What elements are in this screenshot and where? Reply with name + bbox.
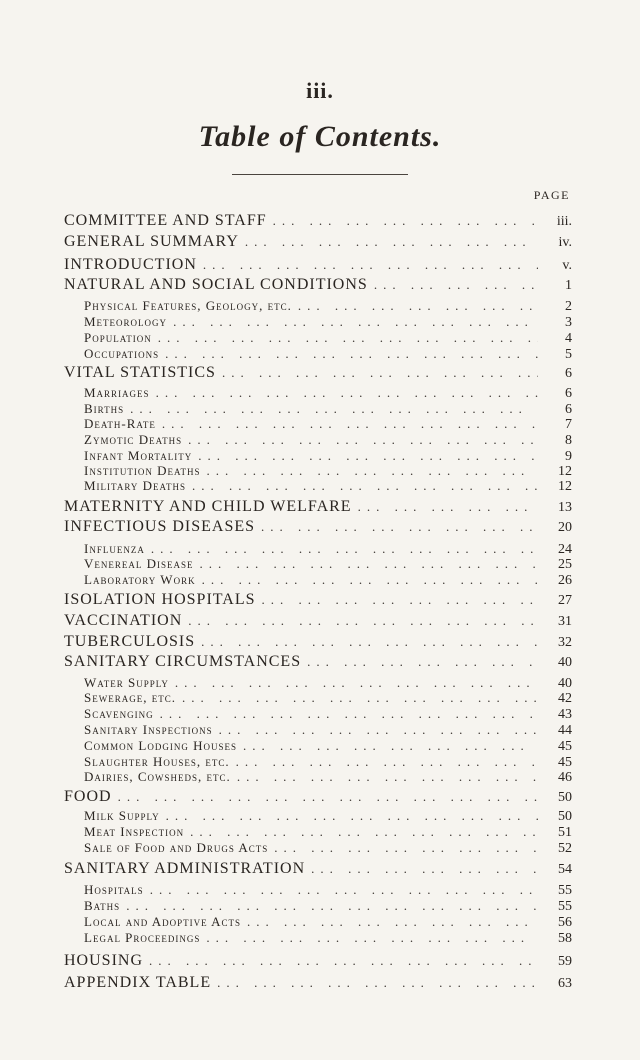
leader-dots: [230, 754, 538, 770]
leader-dots: [143, 953, 538, 969]
toc-entry-label: INFECTIOUS DISEASES: [64, 518, 256, 535]
toc-entry-page: 32: [558, 635, 572, 650]
toc-entry-label: Hospitals: [84, 882, 144, 897]
toc-entry-label: Occupations: [84, 346, 160, 361]
toc-entry-label: MATERNITY AND CHILD WELFARE: [64, 498, 352, 515]
toc-entry: [64, 212, 572, 230]
leader-dots: [241, 914, 538, 930]
toc-entry-label: GENERAL SUMMARY: [64, 233, 239, 250]
toc-entry-page: 54: [558, 862, 572, 877]
toc-entry-page: 44: [558, 723, 572, 738]
toc-entry: [64, 952, 572, 970]
toc-entry-label: VACCINATION: [64, 612, 183, 629]
toc-entry-label: Laboratory Work: [84, 572, 196, 587]
leader-dots: [167, 314, 538, 330]
leader-dots: [176, 690, 538, 706]
leader-dots: [256, 592, 539, 608]
toc-entry-page: 8: [565, 433, 572, 448]
toc-entry-label: Death-Rate: [84, 416, 156, 431]
toc-entry-page: 9: [565, 449, 572, 464]
toc-entry-page: 42: [558, 691, 572, 706]
leader-dots: [197, 257, 538, 273]
leader-dots: [194, 556, 538, 572]
toc-entry: [64, 256, 572, 274]
toc-entry-page: 55: [558, 899, 572, 914]
toc-entry-label: ISOLATION HOSPITALS: [64, 591, 256, 608]
toc-entry-page: 59: [558, 954, 572, 969]
toc-entry-label: SANITARY CIRCUMSTANCES: [64, 653, 302, 670]
toc-entry-page: 6: [565, 402, 572, 417]
toc-entry-page: 5: [565, 347, 572, 362]
toc-entry-label: Births: [84, 401, 125, 416]
leader-dots: [237, 738, 538, 754]
leader-dots: [150, 385, 538, 401]
toc-entry-page: 6: [565, 366, 572, 381]
toc-entry-label: SANITARY ADMINISTRATION: [64, 860, 306, 877]
toc-entry-page: 43: [558, 707, 572, 722]
toc-entry: [64, 898, 572, 915]
toc-entry-label: Military Deaths: [84, 478, 186, 493]
toc-entry-label: Infant Mortality: [84, 448, 193, 463]
toc-entry: [64, 498, 572, 516]
toc-entry: [64, 478, 572, 495]
toc-entry-label: COMMITTEE AND STAFF: [64, 212, 267, 229]
toc-entry-label: Sale of Food and Drugs Acts: [84, 840, 269, 855]
toc-entry-label: Baths: [84, 898, 121, 913]
toc-entry-label: Population: [84, 330, 152, 345]
toc-entry: [64, 276, 572, 294]
leader-dots: [192, 448, 538, 464]
toc-entry-label: Zymotic Deaths: [84, 432, 183, 447]
toc-entry-page: 40: [558, 676, 572, 691]
toc-entry-page: 31: [558, 614, 572, 629]
leader-dots: [213, 722, 538, 738]
toc-entry: [64, 633, 572, 651]
toc-entry-page: v.: [562, 258, 572, 273]
toc-entry: [64, 824, 572, 841]
leader-dots: [211, 975, 538, 991]
toc-entry-page: 3: [565, 315, 572, 330]
toc-entry: [64, 591, 572, 609]
toc-entry-page: 1: [565, 278, 572, 293]
toc-entry: [64, 330, 572, 347]
page-number: iii.: [306, 78, 334, 103]
toc-entry-page: 40: [558, 655, 572, 670]
toc-entry: [64, 556, 572, 573]
leader-dots: [145, 541, 538, 557]
toc-entry: [64, 364, 572, 382]
leader-dots: [184, 824, 538, 840]
toc-entry: [64, 722, 572, 739]
toc-entry-page: 4: [565, 331, 572, 346]
toc-entry-label: Institution Deaths: [84, 463, 201, 478]
leader-dots: [301, 654, 538, 670]
toc-entry: [64, 788, 572, 806]
toc-entry: [64, 860, 572, 878]
toc-entry-label: FOOD: [64, 788, 112, 805]
toc-entry-label: Meat Inspection: [84, 824, 185, 839]
toc-entry-label: Physical Features, Geology, etc.: [84, 298, 292, 313]
toc-entry-page: 12: [558, 464, 572, 479]
toc-entry: [64, 808, 572, 825]
toc-entry-label: Local and Adoptive Acts: [84, 914, 242, 929]
leader-dots: [231, 769, 538, 785]
toc-entry-label: INTRODUCTION: [64, 256, 197, 273]
toc-entry: [64, 518, 572, 536]
toc-entry-page: 55: [558, 883, 572, 898]
toc-entry: [64, 706, 572, 723]
leader-dots: [160, 808, 538, 824]
toc-entry-label: Legal Proceedings: [84, 930, 201, 945]
toc-entry-label: Common Lodging Houses: [84, 738, 238, 753]
leader-dots: [156, 416, 538, 432]
leader-dots: [124, 401, 538, 417]
page-column-header: PAGE: [533, 188, 570, 202]
leader-dots: [120, 898, 538, 914]
toc-entry: [64, 974, 572, 992]
toc-entry-label: Scavenging: [84, 706, 154, 721]
toc-entry: [64, 385, 572, 402]
toc-entry: [64, 840, 572, 857]
leader-dots: [186, 478, 538, 494]
toc-entry-page: 24: [558, 542, 572, 557]
toc-entry-page: 51: [558, 825, 572, 840]
toc-entry-page: 50: [558, 790, 572, 805]
leader-dots: [144, 882, 538, 898]
toc-entry: [64, 233, 572, 251]
toc-entry-label: Dairies, Cowsheds, etc.: [84, 769, 231, 784]
toc-entry-label: Venereal Disease: [84, 556, 194, 571]
leader-dots: [169, 675, 538, 691]
leader-dots: [112, 789, 538, 805]
leader-dots: [305, 861, 538, 877]
toc-entry: [64, 612, 572, 630]
leader-dots: [182, 613, 538, 629]
leader-dots: [152, 330, 538, 346]
leader-dots: [216, 365, 538, 381]
toc-entry-page: 63: [558, 976, 572, 991]
toc-entry: [64, 769, 572, 786]
toc-entry-label: VITAL STATISTICS: [64, 364, 216, 381]
toc-entry-page: 20: [558, 520, 572, 535]
toc-entry-label: NATURAL AND SOCIAL CONDITIONS: [64, 276, 368, 293]
toc-entry-page: 27: [558, 593, 572, 608]
leader-dots: [195, 634, 538, 650]
toc-entry: [64, 653, 572, 671]
toc-entry-page: 6: [565, 386, 572, 401]
leader-dots: [255, 519, 538, 535]
toc-entry-page: 45: [558, 755, 572, 770]
toc-entry: [64, 432, 572, 449]
page-title: Table of Contents.: [198, 120, 442, 153]
toc-entry: [64, 930, 572, 947]
toc-entry-page: 25: [558, 557, 572, 572]
leader-dots: [352, 499, 538, 515]
toc-entry-page: 12: [558, 479, 572, 494]
toc-entry-page: 46: [558, 770, 572, 785]
toc-entry-page: 26: [558, 573, 572, 588]
toc-entry-label: HOUSING: [64, 952, 143, 969]
leader-dots: [292, 298, 538, 314]
toc-entry-label: TUBERCULOSIS: [64, 633, 196, 650]
leader-dots: [368, 277, 538, 293]
toc-entry-label: Meteorology: [84, 314, 168, 329]
toc-entry-label: Influenza: [84, 541, 145, 556]
toc-entry-page: 50: [558, 809, 572, 824]
toc-entry: [64, 738, 572, 755]
toc-entry-page: 56: [558, 915, 572, 930]
toc-entry-label: Sanitary Inspections: [84, 722, 213, 737]
toc-entry-label: Water Supply: [84, 675, 169, 690]
toc-entry-label: Slaughter Houses, etc.: [84, 754, 230, 769]
toc-entry-page: 45: [558, 739, 572, 754]
toc-entry: [64, 914, 572, 931]
leader-dots: [159, 346, 538, 362]
toc-entry-page: 13: [558, 500, 572, 515]
toc-entry-page: iii.: [556, 214, 572, 229]
leader-dots: [239, 234, 538, 250]
toc-entry-label: Milk Supply: [84, 808, 160, 823]
table-of-contents: [64, 0, 572, 1060]
toc-entry: [64, 298, 572, 315]
toc-entry: [64, 314, 572, 331]
leader-dots: [200, 930, 538, 946]
toc-entry: [64, 882, 572, 899]
toc-entry-label: Sewerage, etc.: [84, 690, 176, 705]
toc-entry-label: Marriages: [84, 385, 150, 400]
leader-dots: [200, 463, 538, 479]
toc-entry-page: 58: [558, 931, 572, 946]
toc-entry: [64, 690, 572, 707]
leader-dots: [267, 213, 538, 229]
toc-entry: [64, 572, 572, 589]
toc-entry-page: iv.: [558, 235, 572, 250]
leader-dots: [154, 706, 538, 722]
leader-dots: [196, 572, 538, 588]
toc-entry-page: 2: [565, 299, 572, 314]
toc-entry-page: 52: [558, 841, 572, 856]
toc-entry-label: APPENDIX TABLE: [64, 974, 212, 991]
leader-dots: [182, 432, 538, 448]
toc-entry: [64, 416, 572, 433]
leader-dots: [268, 840, 538, 856]
toc-entry-page: 7: [565, 417, 572, 432]
toc-entry: [64, 346, 572, 363]
